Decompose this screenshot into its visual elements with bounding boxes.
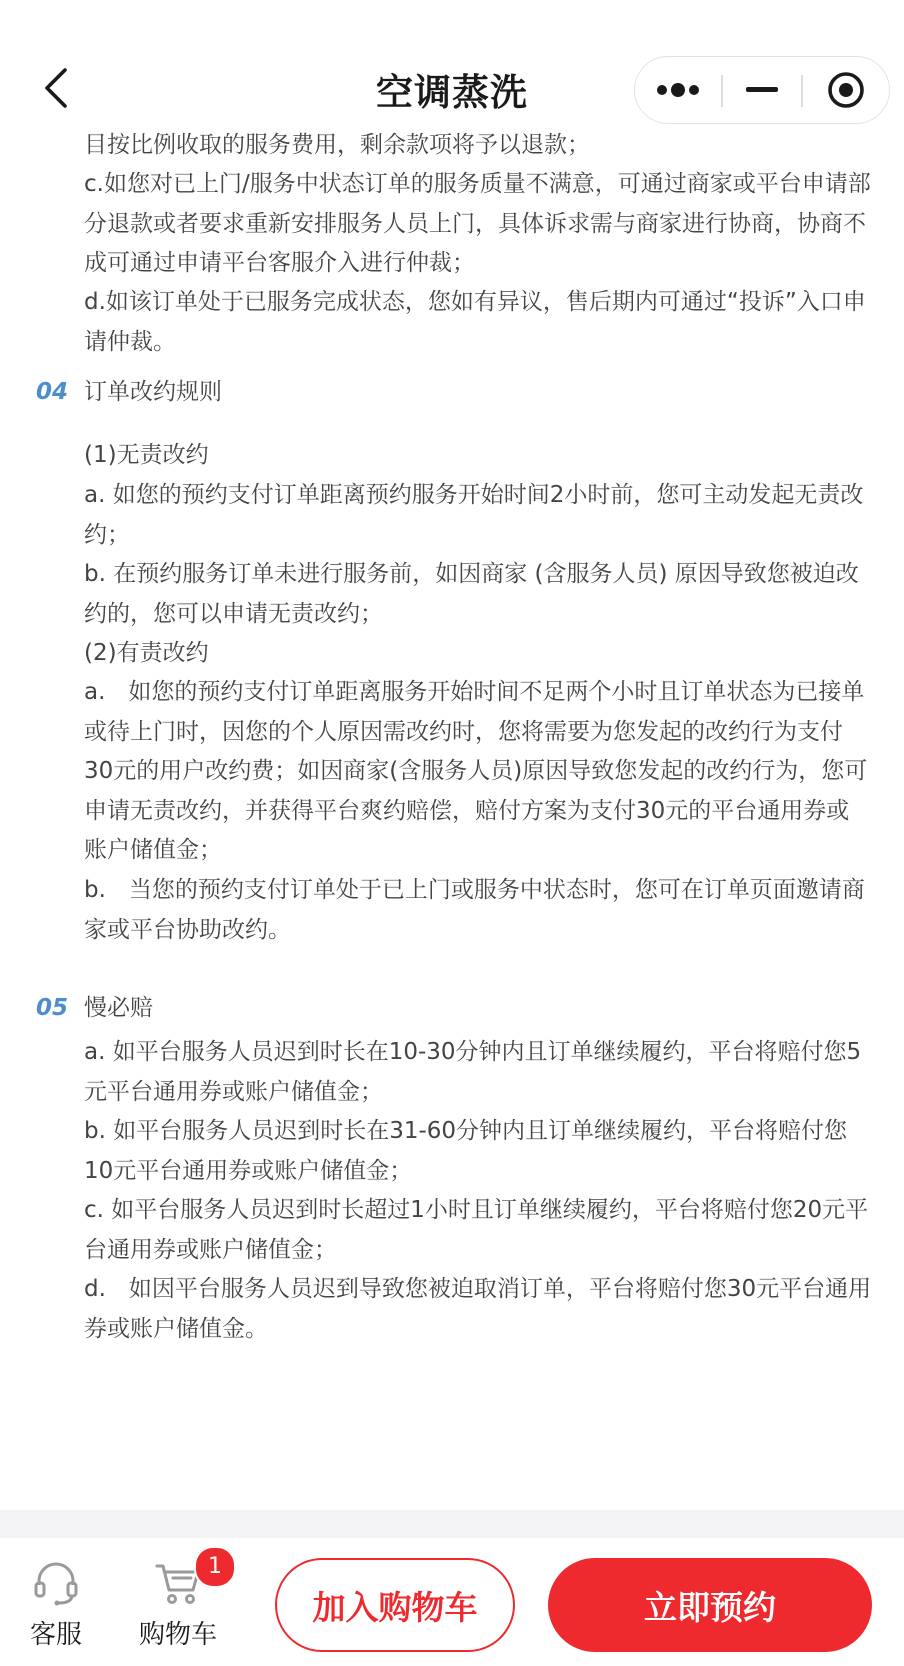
add-to-cart-button[interactable]: 加入购物车 [275, 1558, 515, 1652]
minimize-button[interactable] [723, 57, 801, 123]
section-title: 订单改约规则 [84, 379, 222, 405]
rule-paragraph: d. 如因平台服务人员迟到导致您被迫取消订单，平台将赔付您30元平台通用券或账户储值金。 [84, 1276, 872, 1342]
rule-subheading: (2)有责改约 [84, 640, 209, 666]
close-button[interactable] [803, 57, 889, 123]
rule-paragraph: d.如该订单处于已服务完成状态，您如有异议，售后期内可通过“投诉”入口申请仲裁。 [84, 289, 866, 355]
bottom-separator [0, 1510, 904, 1538]
rule-subheading: (1)无责改约 [84, 442, 209, 468]
headset-icon [31, 1559, 81, 1607]
rule-paragraph: c. 如平台服务人员迟到时长超过1小时且订单继续履约，平台将赔付您20元平台通用券或账户储值金； [84, 1197, 869, 1263]
page-title: 空调蒸洗 [376, 71, 528, 114]
more-dots-icon [656, 83, 700, 97]
rules-content[interactable] [0, 132, 904, 1510]
rule-paragraph: b. 如平台服务人员迟到时长在31-60分钟内且订单继续履约，平台将赔付您10元平台通用券或账户储值金； [84, 1118, 848, 1184]
section-number: 04 [36, 379, 69, 405]
rule-paragraph: b. 当您的预约支付订单处于已上门或服务中状态时，您可在订单页面邀请商家或平台协助改约。 [84, 877, 865, 943]
cart-count-badge: 1 [194, 1546, 236, 1588]
section-title: 慢必赔 [84, 995, 153, 1021]
minimize-icon [746, 87, 778, 93]
customer-service-label: 客服 [29, 1620, 82, 1650]
rule-paragraph: 目按比例收取的服务费用，剩余款项将予以退款； [84, 132, 590, 158]
section-number: 05 [36, 995, 69, 1021]
rule-paragraph: c.如您对已上门/服务中状态订单的服务质量不满意，可通过商家或平台申请部分退款或者要求重新安排服务人员上门，具体诉求需与商家进行协商，协商不成可通过申请平台客服介入进行仲裁； [84, 171, 871, 276]
mini-program-capsule [634, 56, 890, 124]
rule-paragraph: b. 在预约服务订单未进行服务前，如因商家 (含服务人员) 原因导致您被迫改约的，您可以申请无责改约； [84, 561, 859, 627]
book-now-button[interactable]: 立即预约 [548, 1558, 872, 1652]
rule-paragraph: a. 如您的预约支付订单距离预约服务开始时间2小时前，您可主动发起无责改约； [84, 482, 864, 548]
cart-label: 购物车 [138, 1620, 217, 1650]
rule-paragraph: a. 如平台服务人员迟到时长在10-30分钟内且订单继续履约，平台将赔付您5元平台通用券或账户储值金； [84, 1039, 862, 1105]
more-button[interactable] [635, 57, 721, 123]
customer-service-button[interactable] [6, 1556, 106, 1651]
target-close-icon [827, 71, 865, 109]
bottom-action-bar [0, 1538, 904, 1666]
rule-paragraph: a. 如您的预约支付订单距离服务开始时间不足两个小时且订单状态为已接单或待上门时，因您的个人原因需改约时，您将需要为您发起的改约行为支付30元的用户改约费；如因商家(含服务人员)原因导致您发起的改约行为，您可申请无责改约，并获得平台爽约赔偿，赔付方案为支付30元的平台通用券或账户储值金； [84, 679, 868, 863]
nav-header [0, 0, 904, 132]
